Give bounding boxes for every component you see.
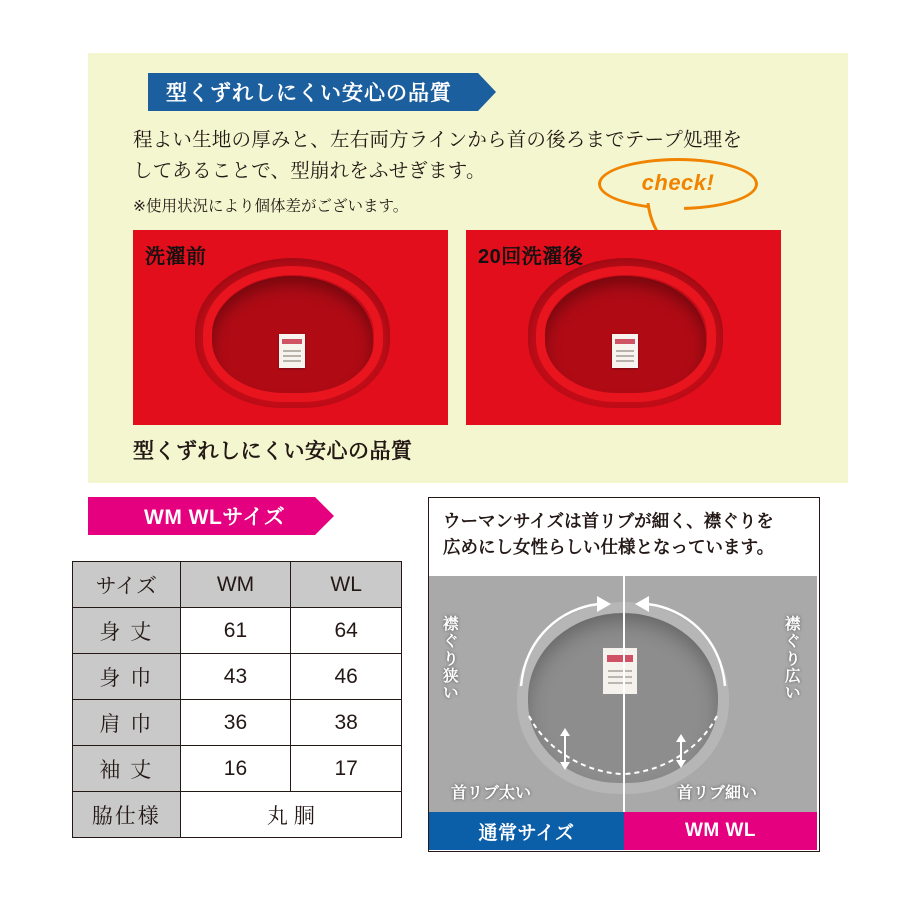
table-row [73,608,402,654]
table-cell-side-spec: 丸 胴 [180,792,401,838]
check-callout-label: check! [641,170,715,195]
brand-tag [612,334,638,368]
table-row-label: 身 丈 [73,608,181,654]
photo-after-wash [466,230,781,425]
photo-before-wash [133,230,448,425]
table-cell-wm: 36 [180,700,291,746]
table-row-label: 肩 巾 [73,700,181,746]
table-header-cell: WL [291,562,402,608]
table-row-label: 袖 丈 [73,746,181,792]
comparison-divider [623,576,625,812]
tag-text-line [283,350,301,352]
table-cell-wl: 64 [291,608,402,654]
table-footer-row [73,792,402,838]
tag-text-line [616,360,634,362]
tag-text-line [616,350,634,352]
photo-before-wash-label: 洗濯前 [145,246,207,268]
table-row [73,654,402,700]
quality-panel [88,53,848,483]
band-wm-wl-size: WM WL [624,812,817,850]
band-normal-size: 通常サイズ [429,812,624,850]
quality-note: ※使用状況により個体差がございます。 [133,197,409,215]
neck-description-line-2: 広めにし女性らしい仕様となっています。 [443,537,775,558]
table-header-cell: WM [180,562,291,608]
quality-bottom-caption: 型くずれしにくい安心の品質 [133,440,413,463]
label-neckline-wide: 襟ぐり広い [785,616,801,703]
size-ribbon-heading [88,497,315,535]
table-cell-wm: 43 [180,654,291,700]
neck-comparison-panel [428,497,820,852]
quality-ribbon-label: 型くずれしにくい安心の品質 [166,82,452,105]
tag-text-line [616,355,634,357]
label-rib-thin: 首リブ細い [677,785,758,802]
brand-tag [279,334,305,368]
size-table [72,561,402,838]
quality-description-line-1: 程よい生地の厚みと、左右両方ラインから首の後ろまでテープ処理を [133,129,743,151]
label-rib-thick: 首リブ太い [451,785,532,802]
quality-description-line-2: してあることで、型崩れをふせぎます。 [133,159,486,182]
tag-text-line [283,360,301,362]
table-cell-wm: 61 [180,608,291,654]
tag-logo-icon [282,339,302,344]
size-ribbon-label: WM WLサイズ [144,506,286,529]
table-row-label: 脇仕様 [73,792,181,838]
table-cell-wm: 16 [180,746,291,792]
table-row [73,700,402,746]
tag-logo-icon [615,339,635,344]
label-neckline-narrow: 襟ぐり狭い [443,616,459,703]
table-row-label: 身 巾 [73,654,181,700]
table-header-cell: サイズ [73,562,181,608]
neck-description [443,508,805,561]
neck-description-line-1: ウーマンサイズは首リブが細く、襟ぐりを [443,511,774,531]
table-cell-wl: 17 [291,746,402,792]
table-header-row [73,562,402,608]
quality-ribbon-heading [148,73,478,111]
photo-after-wash-label: 20回洗濯後 [478,246,584,268]
table-cell-wl: 46 [291,654,402,700]
table-row [73,746,402,792]
table-cell-wl: 38 [291,700,402,746]
tag-text-line [283,355,301,357]
